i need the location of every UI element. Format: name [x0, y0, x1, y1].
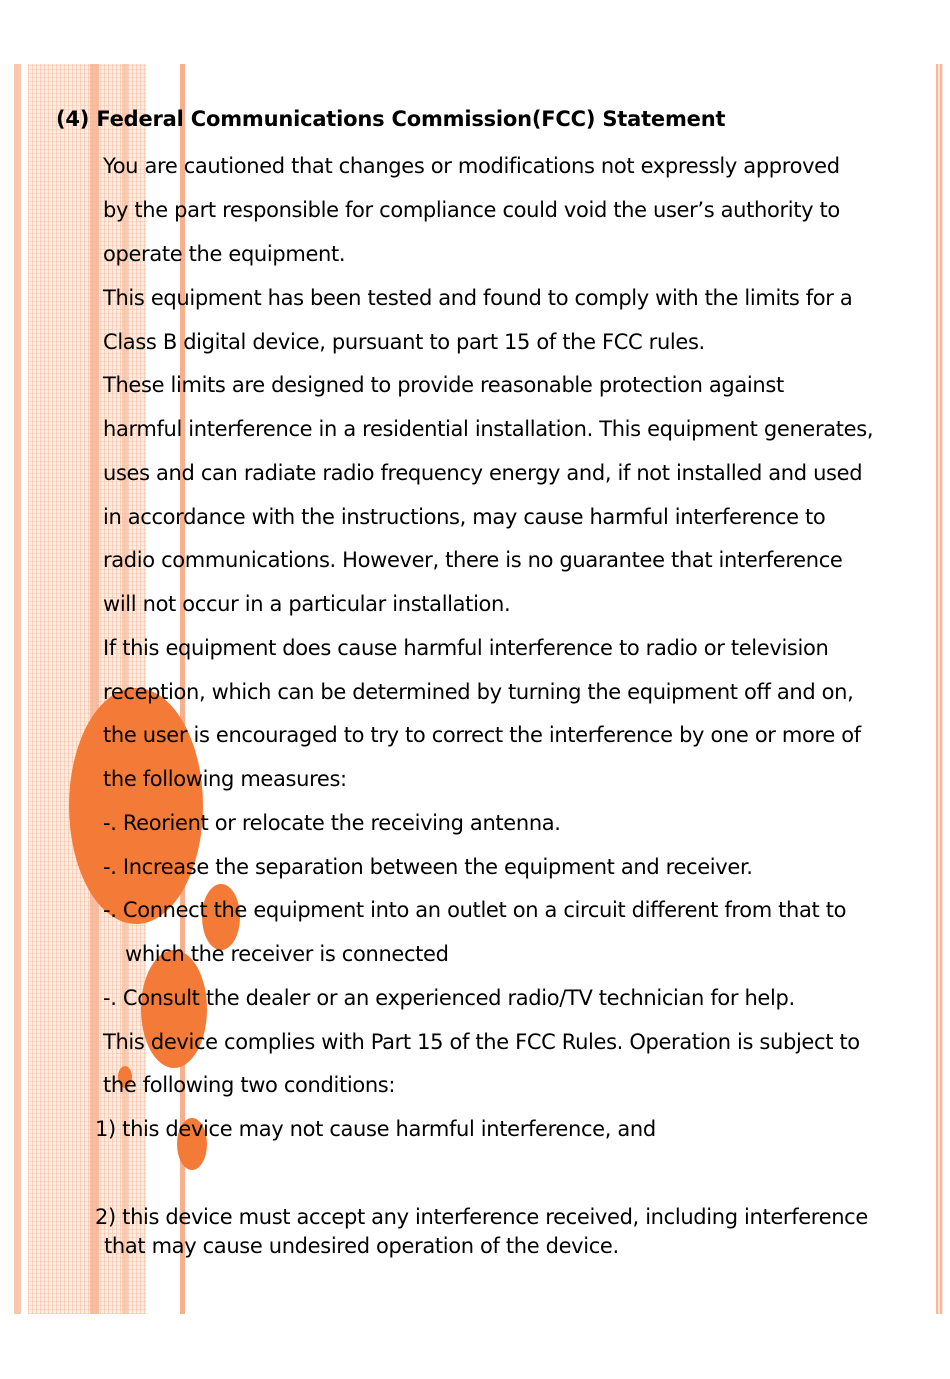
bullet-item: -. Consult the dealer or an experienced radio/TV technician for help.	[103, 986, 795, 1010]
text-line: will not occur in a particular installation.	[103, 592, 511, 616]
bullet-item: -. Connect the equipment into an outlet on a circuit different from that to	[103, 898, 847, 922]
bullet-item: -. Reorient or relocate the receiving antenna.	[103, 811, 561, 835]
text-line: reception, which can be determined by turning the equipment off and on,	[103, 680, 854, 704]
condition-item: 1) this device may not cause harmful interference, and	[95, 1117, 656, 1141]
condition-item-continuation: that may cause undesired operation of the device.	[104, 1234, 619, 1258]
text-line: harmful interference in a residential installation. This equipment generates,	[103, 417, 874, 441]
text-line: the following two conditions:	[103, 1073, 396, 1097]
text-line: in accordance with the instructions, may cause harmful interference to	[103, 505, 826, 529]
text-line: This device complies with Part 15 of the FCC Rules. Operation is subject to	[103, 1030, 860, 1054]
background-stripe-right	[936, 64, 943, 1314]
text-line: the user is encouraged to try to correct the interference by one or more of	[103, 723, 861, 747]
condition-item: 2) this device must accept any interference received, including interference	[95, 1205, 868, 1229]
text-line: uses and can radiate radio frequency energy and, if not installed and used	[103, 461, 863, 485]
text-line: radio communications. However, there is no guarantee that interference	[103, 548, 843, 572]
text-line: by the part responsible for compliance could void the user’s authority to	[103, 198, 840, 222]
text-line: This equipment has been tested and found to comply with the limits for a	[103, 286, 853, 310]
text-line: operate the equipment.	[103, 242, 346, 266]
text-line: You are cautioned that changes or modifications not expressly approved	[103, 154, 840, 178]
text-line: the following measures:	[103, 767, 347, 791]
text-line: If this equipment does cause harmful interference to radio or television	[103, 636, 829, 660]
section-heading: (4) Federal Communications Commission(FCC) Statement	[56, 107, 726, 131]
text-line: Class B digital device, pursuant to part 15 of the FCC rules.	[103, 330, 705, 354]
text-line: These limits are designed to provide reasonable protection against	[103, 373, 784, 397]
bullet-item: -. Increase the separation between the equipment and receiver.	[103, 855, 753, 879]
bullet-item-continuation: which the receiver is connected	[125, 942, 449, 966]
background-stripe	[14, 64, 21, 1314]
